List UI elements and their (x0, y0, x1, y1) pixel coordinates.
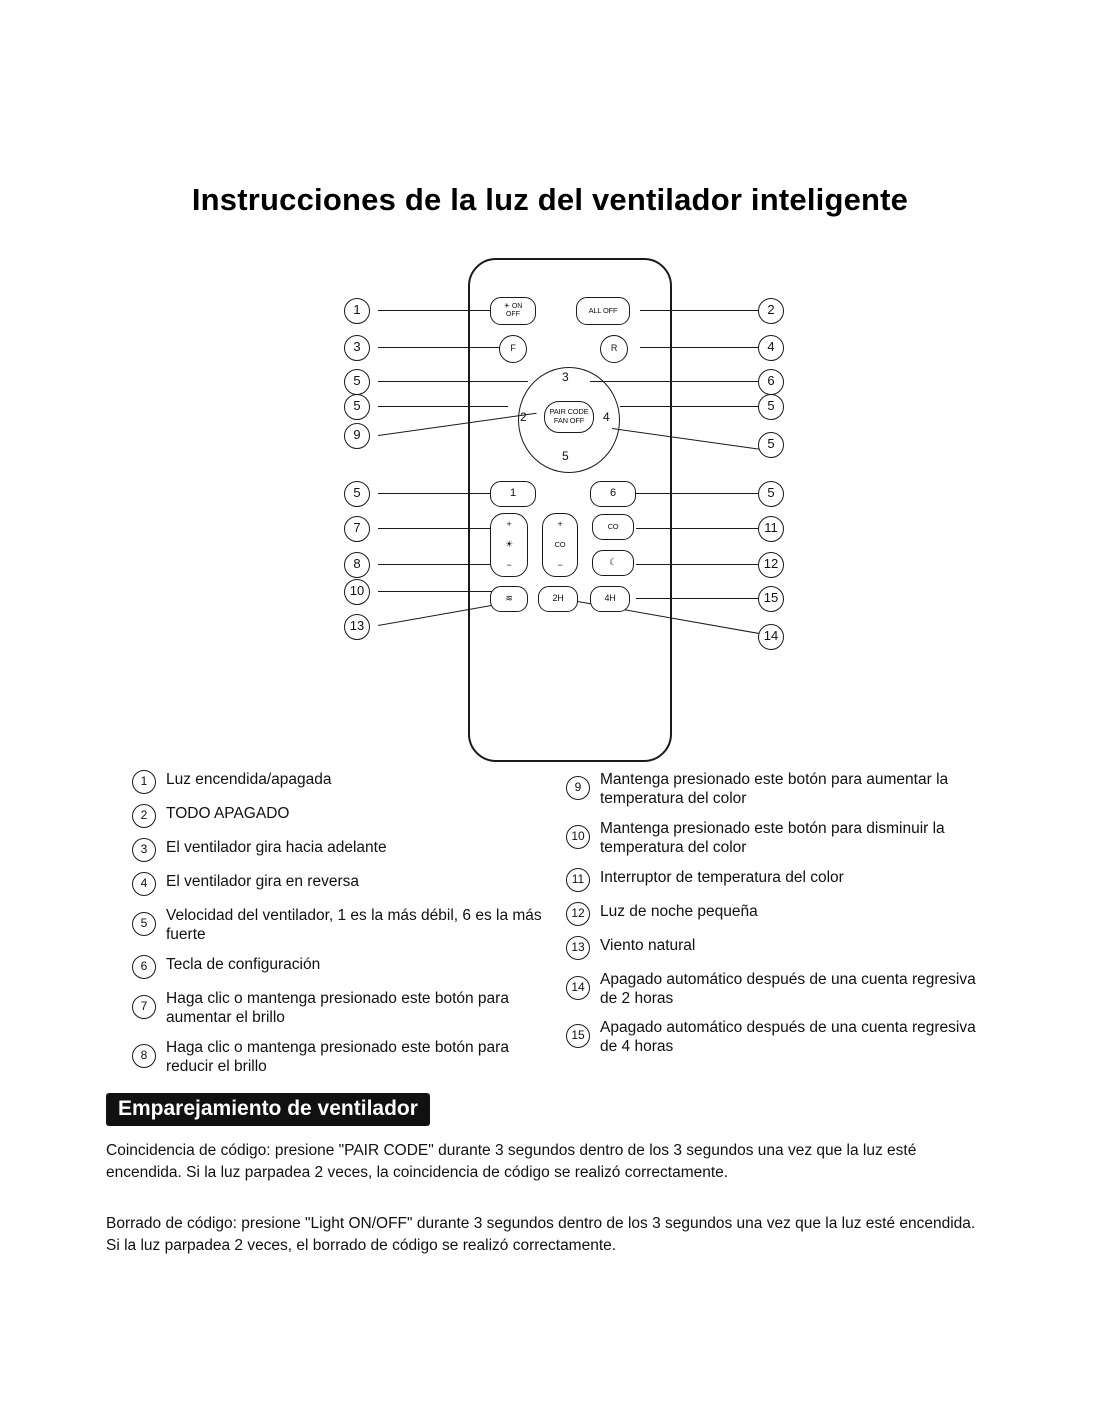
fan-speed-dial[interactable] (506, 365, 630, 475)
light-on-off-button[interactable] (490, 297, 536, 325)
callout-10: 10 (344, 579, 370, 605)
legend-number: 7 (132, 995, 156, 1019)
leader-line-5f (636, 493, 758, 494)
moon-icon: ☾ (609, 557, 617, 568)
callout-13: 13 (344, 614, 370, 640)
timer-4h-button[interactable] (590, 586, 630, 612)
callout-5-d: 5 (758, 394, 784, 420)
legend (0, 770, 1100, 1080)
reverse-icon: R (610, 343, 618, 354)
callout-6: 6 (758, 369, 784, 395)
all-off-label: ALL OFF (588, 306, 618, 316)
callout-4: 4 (758, 335, 784, 361)
brightness-rocker[interactable] (490, 513, 528, 577)
page-title: Instrucciones de la luz del ventilador inteligente (191, 182, 909, 217)
remote-diagram (0, 250, 1100, 770)
leader-line-1 (378, 310, 500, 311)
legend-number: 9 (566, 776, 590, 800)
legend-item (566, 936, 996, 960)
dial-speed-3: 3 (562, 370, 569, 384)
legend-number: 8 (132, 1044, 156, 1068)
brightness-minus-label: − (506, 559, 512, 570)
callout-12: 12 (758, 552, 784, 578)
light-off-label: OFF (505, 311, 520, 318)
callout-5-b: 5 (344, 394, 370, 420)
fan-speed-6-button[interactable] (590, 481, 636, 507)
callout-5-c: 5 (344, 481, 370, 507)
timer-2h-button[interactable] (538, 586, 578, 612)
pairing-section (0, 1093, 1100, 1258)
wind-icon: ≋ (505, 593, 513, 604)
pairing-paragraph-2: Borrado de código: presione "Light ON/OFF" durante 3 segundos dentro de los 3 segundos una vez que la luz esté encendida. Si la luz parpadea 2 veces, el borrado de código se realizó correctamente. (106, 1214, 976, 1255)
fan-reverse-button[interactable] (600, 335, 628, 363)
legend-text: El ventilador gira hacia adelante (166, 839, 387, 856)
pairing-heading: Emparejamiento de ventilador (106, 1093, 430, 1126)
natural-wind-button[interactable] (490, 586, 528, 612)
legend-text: Apagado automático después de una cuenta regresiva de 4 horas (600, 1019, 976, 1056)
callout-5-e: 5 (758, 432, 784, 458)
brightness-sun-icon: ☀ (505, 539, 513, 550)
legend-number: 10 (566, 825, 590, 849)
cct-icon: CO (554, 540, 566, 550)
callout-15: 15 (758, 586, 784, 612)
dial-speed-4: 4 (603, 410, 610, 424)
leader-line-5d (620, 406, 758, 407)
speed-6-label: 6 (610, 487, 616, 500)
all-off-button[interactable] (576, 297, 630, 325)
legend-number: 11 (566, 868, 590, 892)
legend-number: 6 (132, 955, 156, 979)
legend-text: Velocidad del ventilador, 1 es la más débil, 6 es la más fuerte (166, 907, 542, 943)
fan-forward-button[interactable] (499, 335, 527, 363)
cct-plus-label: + (557, 518, 563, 529)
timer-4h-label: 4H (604, 593, 616, 604)
legend-text: Luz encendida/apagada (166, 771, 332, 788)
light-on-label: ON (511, 303, 523, 311)
speed-1-label: 1 (510, 487, 516, 500)
legend-item (566, 1018, 996, 1057)
legend-number: 12 (566, 902, 590, 926)
pairing-paragraph-1: Coincidencia de código: presione "PAIR CODE" durante 3 segundos dentro de los 3 segundos una vez que la luz esté encendida. Si la luz parpadea 2 veces, la coincidencia de código se realizó correctamente. (106, 1142, 917, 1182)
legend-item (132, 1038, 542, 1077)
pair-code-fan-off-button[interactable] (544, 401, 594, 433)
callout-5-a: 5 (344, 369, 370, 395)
legend-text: Mantenga presionado este botón para aumentar la temperatura del color (600, 771, 949, 807)
legend-text: Interruptor de temperatura del color (600, 868, 844, 886)
legend-number: 1 (132, 770, 156, 794)
leader-line-4 (640, 347, 758, 348)
legend-item (132, 955, 542, 979)
legend-item (132, 872, 542, 896)
legend-item (566, 819, 996, 858)
legend-text: Apagado automático después de una cuenta regresiva de 2 horas (600, 970, 976, 1007)
leader-line-12 (636, 564, 758, 565)
cct-minus-label: − (557, 559, 563, 570)
legend-item (566, 770, 996, 809)
legend-text: Tecla de configuración (166, 955, 321, 973)
callout-2: 2 (758, 298, 784, 324)
forward-icon: F (510, 343, 516, 354)
leader-line-11 (636, 528, 758, 529)
legend-number: 14 (566, 976, 590, 1000)
legend-item (132, 804, 542, 828)
brightness-plus-label: + (506, 518, 512, 529)
legend-text: Viento natural (600, 936, 696, 954)
timer-2h-label: 2H (552, 593, 564, 604)
callout-5-f: 5 (758, 481, 784, 507)
legend-text: El ventilador gira en reversa (166, 873, 359, 890)
legend-text: TODO APAGADO (166, 805, 290, 822)
color-temperature-switch-button[interactable] (592, 514, 634, 540)
callout-8: 8 (344, 552, 370, 578)
legend-column-left (132, 770, 542, 1086)
legend-item (132, 838, 542, 862)
legend-column-right (566, 770, 996, 1067)
sun-icon: ☀ (503, 303, 510, 311)
pair-code-label: PAIR CODE (549, 407, 589, 417)
leader-line-10 (378, 591, 498, 592)
fan-speed-1-button[interactable] (490, 481, 536, 507)
callout-14: 14 (758, 624, 784, 650)
cct-switch-icon: CO (607, 522, 619, 532)
remote-body (468, 258, 672, 762)
legend-number: 3 (132, 838, 156, 862)
legend-text: Luz de noche pequeña (600, 902, 758, 920)
leader-line-2 (640, 310, 758, 311)
legend-item (132, 770, 542, 794)
legend-number: 4 (132, 872, 156, 896)
legend-item (132, 906, 542, 945)
legend-item (132, 989, 542, 1028)
leader-line-7 (378, 528, 492, 529)
callout-3: 3 (344, 335, 370, 361)
legend-number: 2 (132, 804, 156, 828)
leader-line-3 (378, 347, 500, 348)
fan-off-label: FAN OFF (553, 416, 585, 425)
leader-line-15 (636, 598, 758, 599)
dial-speed-2: 2 (520, 410, 527, 424)
legend-number: 5 (132, 912, 156, 936)
legend-item (566, 902, 996, 926)
legend-text: Mantenga presionado este botón para disminuir la temperatura del color (600, 819, 945, 856)
callout-7: 7 (344, 516, 370, 542)
legend-number: 15 (566, 1024, 590, 1048)
legend-item (566, 970, 996, 1009)
leader-line-8 (378, 564, 492, 565)
legend-item (566, 868, 996, 892)
color-temperature-rocker[interactable] (542, 513, 578, 577)
callout-9: 9 (344, 423, 370, 449)
legend-text: Haga clic o mantenga presionado este botón para aumentar el brillo (166, 989, 509, 1026)
leader-line-5c (378, 493, 490, 494)
legend-text: Haga clic o mantenga presionado este botón para reducir el brillo (166, 1038, 509, 1075)
dial-speed-5: 5 (562, 449, 569, 463)
night-light-button[interactable] (592, 550, 634, 576)
callout-1: 1 (344, 298, 370, 324)
leader-line-5b (378, 406, 508, 407)
legend-number: 13 (566, 936, 590, 960)
callout-11: 11 (758, 516, 784, 542)
